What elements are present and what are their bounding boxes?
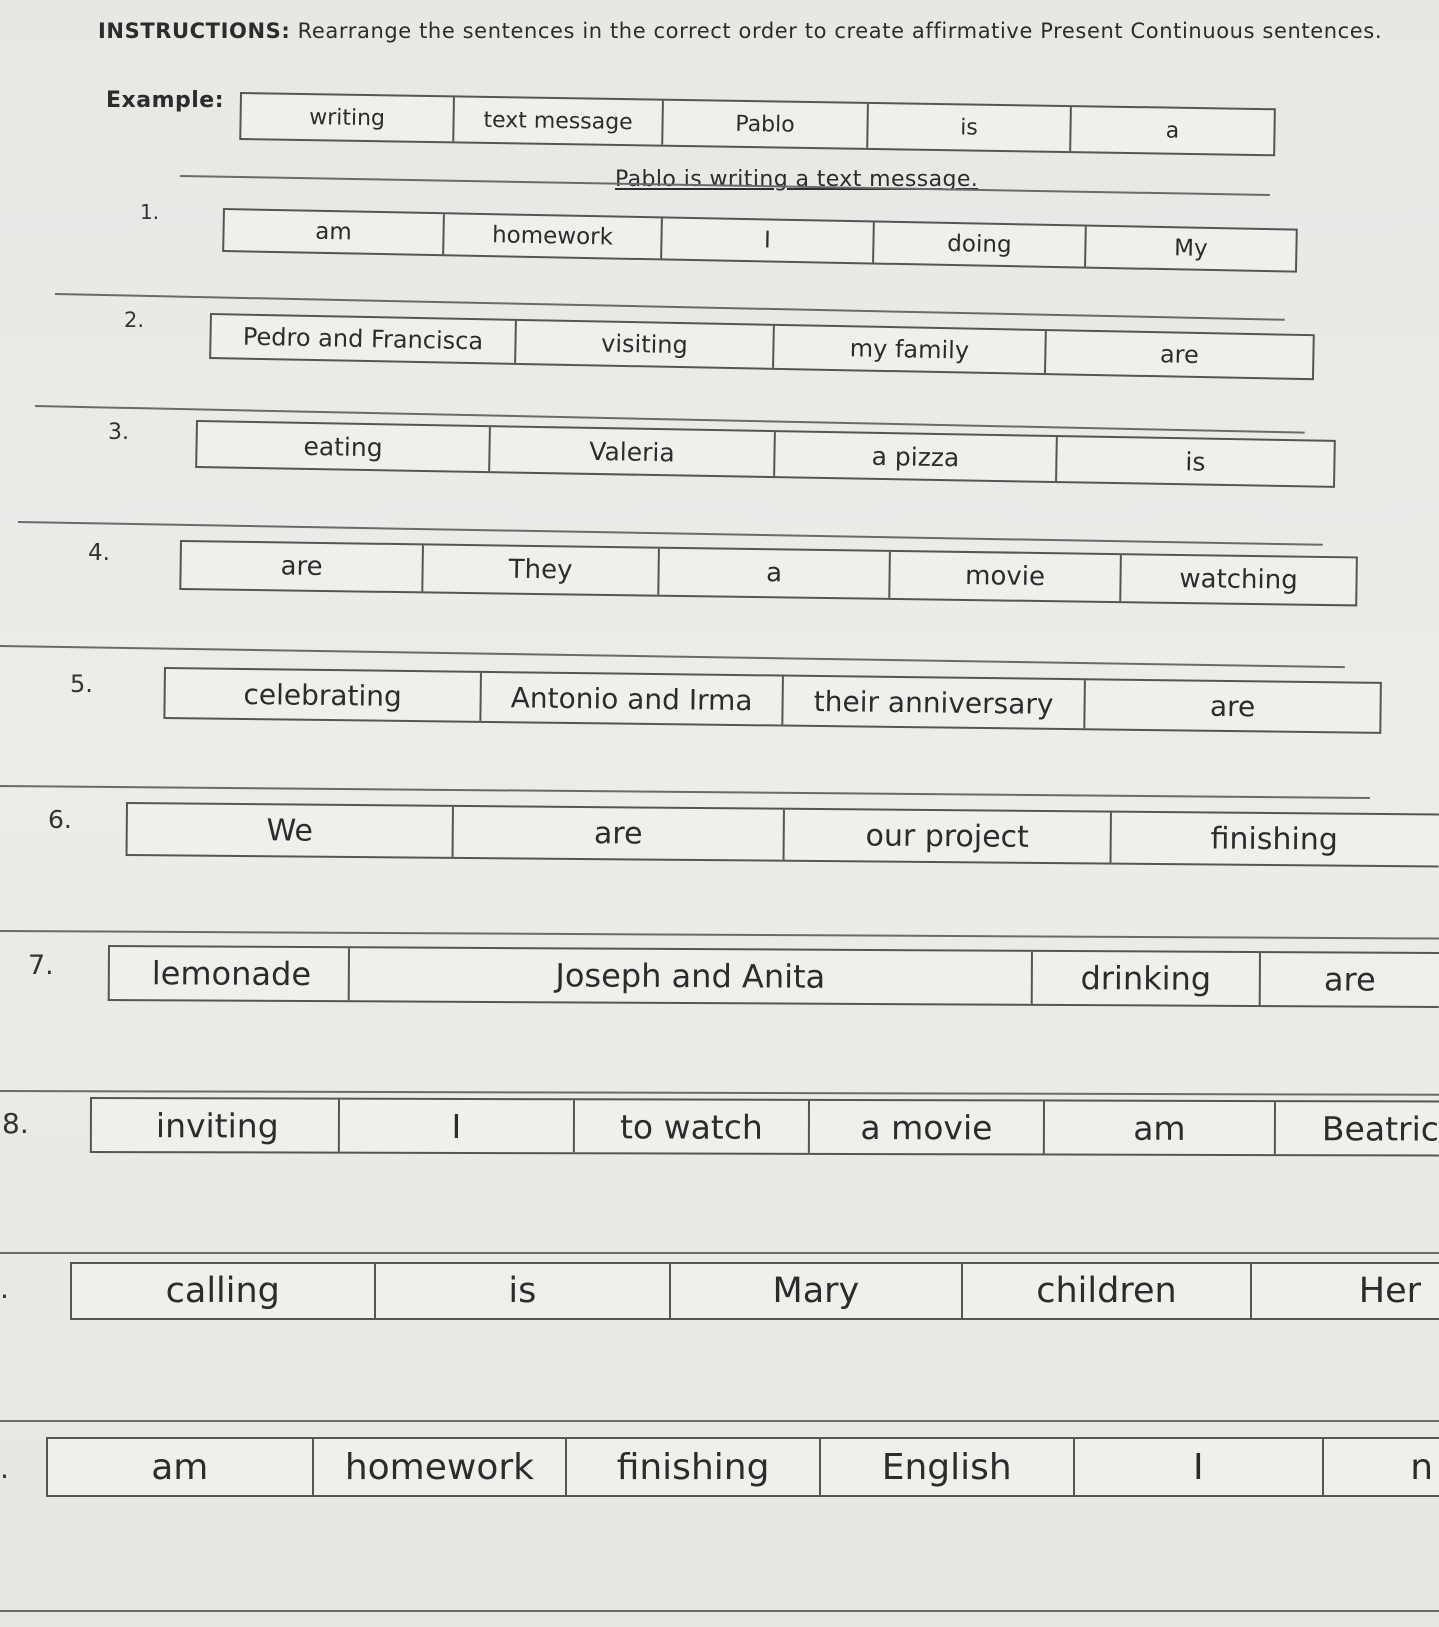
word-box: doing (874, 223, 1087, 267)
word-box: watching (1179, 563, 1298, 596)
exercise-word-row (126, 802, 1439, 867)
exercise-number: 1. (140, 200, 160, 224)
exercise-number: 2. (124, 308, 145, 332)
word-box: is (1185, 446, 1206, 477)
word-box: are (181, 542, 424, 591)
word-box: Her (1358, 1271, 1421, 1311)
answer-line (0, 645, 1345, 668)
answer-line (0, 1420, 1439, 1422)
exercise-number: 3. (108, 420, 129, 445)
word-box: finishing (567, 1439, 821, 1495)
example-answer: Pablo is writing a text message. (615, 167, 979, 192)
word-box: I (340, 1100, 575, 1153)
word-box: celebrating (165, 669, 482, 721)
word-box: to watch (575, 1100, 810, 1153)
exercise-word-row (179, 540, 1358, 606)
word-box: a (659, 549, 891, 598)
word-box: Valeria (490, 427, 776, 476)
word-box: writing (241, 94, 455, 141)
word-box: are (1209, 689, 1256, 723)
word-box: drinking (1033, 952, 1261, 1005)
word-box: movie (890, 552, 1122, 601)
word-box: are (1159, 340, 1200, 369)
exercise-word-row (209, 313, 1315, 380)
word-box: eating (197, 422, 491, 471)
example-label: Example: (106, 88, 224, 113)
word-box: I (662, 218, 875, 262)
exercise-word-row (90, 1097, 1439, 1157)
answer-line (0, 1252, 1439, 1254)
word-box: Beatric (1321, 1108, 1439, 1149)
word-box: Mary (671, 1264, 963, 1318)
instructions-body: Rearrange the sentences in the correct order to create affirmative Present Continuous sentences. (297, 19, 1383, 43)
exercise-word-row (46, 1437, 1439, 1497)
word-box: I (1075, 1439, 1325, 1495)
exercise-number: . (0, 1272, 9, 1305)
word-box: Pablo (663, 101, 869, 148)
exercise-number: 6. (48, 805, 72, 834)
word-box: a pizza (775, 432, 1058, 481)
word-box: We (128, 804, 454, 857)
word-box: n (1410, 1446, 1434, 1488)
instructions-label: INSTRUCTIONS: (98, 19, 291, 43)
exercise-number: 5. (70, 670, 93, 698)
word-box: My (1173, 235, 1208, 262)
answer-line (0, 785, 1370, 799)
exercise-word-row (108, 945, 1439, 1008)
word-box: are (454, 807, 785, 860)
word-box: our project (785, 810, 1112, 863)
word-box: English (821, 1439, 1075, 1495)
word-box: homework (444, 214, 663, 258)
word-box: calling (72, 1264, 376, 1318)
word-box: They (423, 545, 660, 594)
word-box: a (1165, 118, 1180, 144)
word-box: my family (774, 326, 1047, 373)
word-box: am (1045, 1102, 1276, 1155)
word-box: children (963, 1264, 1253, 1318)
word-box: homework (314, 1439, 568, 1495)
answer-line (0, 930, 1439, 940)
word-box: Antonio and Irma (481, 673, 784, 725)
answer-line (0, 1090, 1439, 1096)
exercise-number: 8. (2, 1107, 29, 1140)
exercise-word-row (222, 208, 1298, 273)
word-box: a movie (810, 1101, 1045, 1154)
word-box: lemonade (110, 947, 350, 1000)
word-box: Joseph and Anita (350, 948, 1033, 1004)
exercise-word-row (163, 667, 1382, 734)
word-box: am (224, 210, 445, 254)
exercise-number: 7. (28, 950, 54, 981)
answer-line (0, 1610, 1439, 1612)
instructions-text (98, 16, 1398, 46)
example-word-row (239, 92, 1276, 156)
word-box: text message (454, 97, 664, 144)
word-box: Pedro and Francisca (211, 315, 517, 363)
word-box: finishing (1210, 820, 1339, 858)
word-box: is (868, 104, 1072, 151)
exercise-number: . (0, 1452, 9, 1485)
exercise-number: 4. (88, 540, 110, 566)
word-box: visiting (516, 321, 775, 368)
exercise-word-row (70, 1262, 1439, 1320)
word-box: their anniversary (783, 677, 1086, 729)
word-box: is (376, 1264, 672, 1318)
word-box: are (1323, 960, 1376, 999)
word-box: am (48, 1439, 314, 1495)
word-box: inviting (92, 1099, 340, 1152)
